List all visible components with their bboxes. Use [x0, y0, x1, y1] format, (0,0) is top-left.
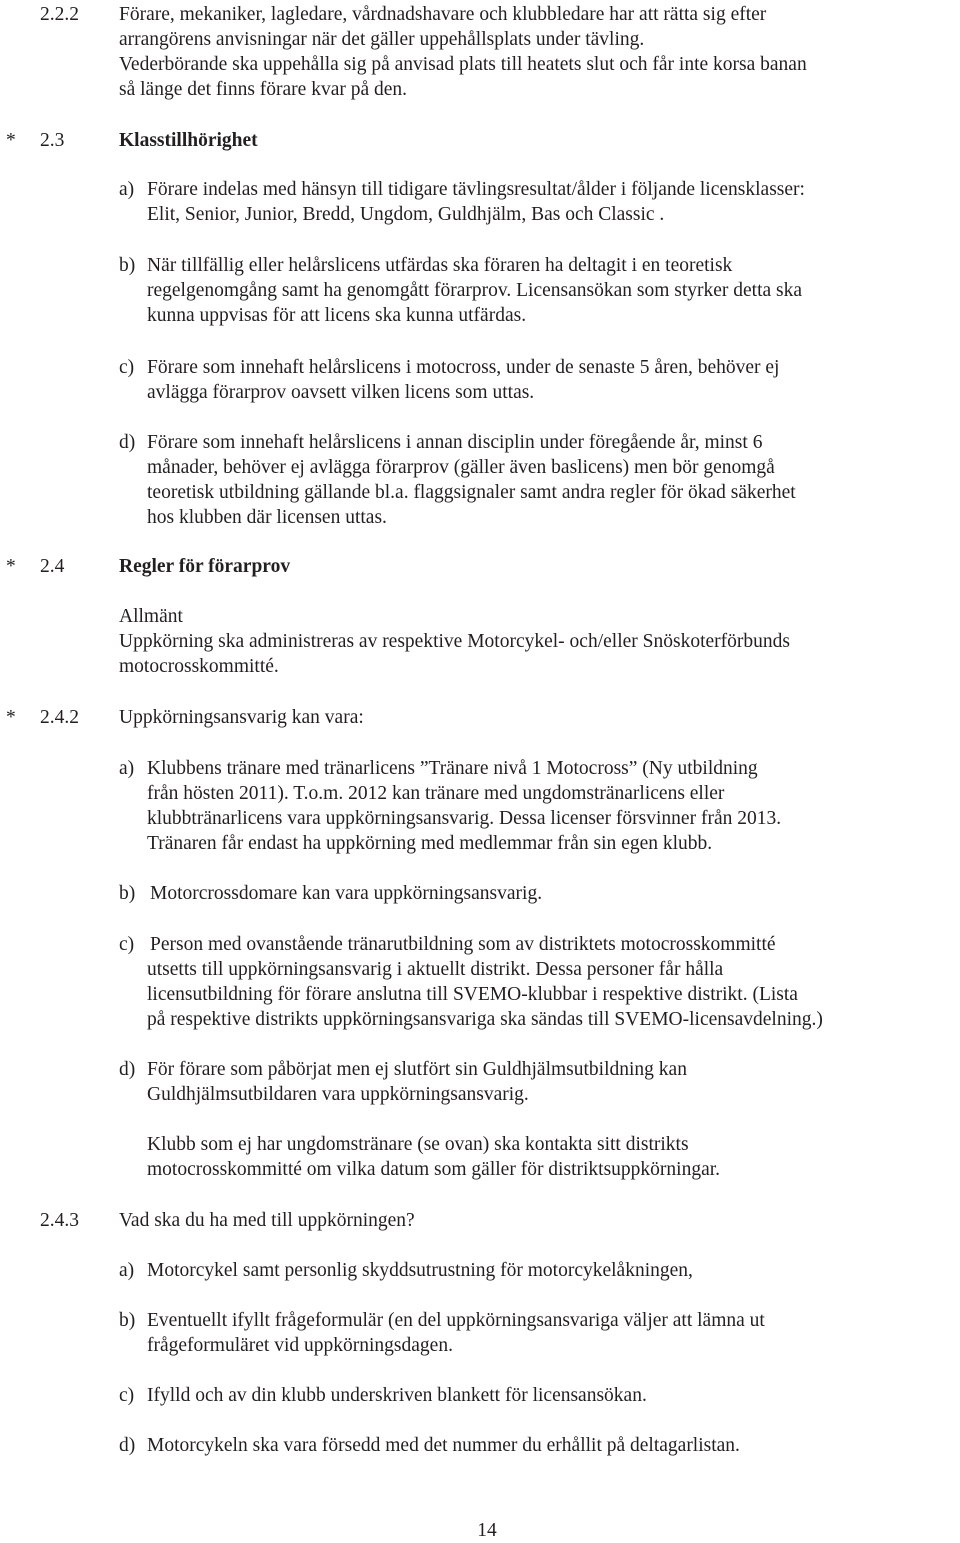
- text-line: licensutbildning för förare anslutna till SVEMO-klubbar i respektive distrikt. (Lista: [147, 984, 798, 1005]
- item-label: a): [119, 1260, 135, 1281]
- text-line: När tillfällig eller helårslicens utfärdas ska föraren ha deltagit i en teoretisk: [147, 255, 733, 276]
- item-label: a): [119, 179, 135, 200]
- text-line: Klubbens tränare med tränarlicens ”Tränare nivå 1 Motocross” (Ny utbildning: [147, 758, 758, 779]
- section-number: 2.3: [40, 130, 65, 151]
- item-label: a): [119, 758, 135, 779]
- text-line: Elit, Senior, Junior, Bredd, Ungdom, Guldhjälm, Bas och Classic .: [147, 204, 665, 225]
- item-label: c): [119, 934, 135, 955]
- text-line: på respektive distrikts uppkörningsansvariga ska sändas till SVEMO-licensavdelning.): [147, 1009, 823, 1030]
- text-line: månader, behöver ej avlägga förarprov (gäller även baslicens) men bör genomgå: [147, 457, 775, 478]
- text-line: Förare som innehaft helårslicens i motocross, under de senaste 5 åren, behöver ej: [147, 357, 780, 378]
- text-line: Allmänt: [119, 606, 183, 627]
- section-number: 2.4.3: [40, 1210, 79, 1231]
- list-item: [119, 756, 939, 856]
- change-marker: *: [6, 707, 16, 728]
- list-item: [119, 355, 939, 405]
- item-label: d): [119, 432, 136, 453]
- text-line: så länge det finns förare kvar på den.: [119, 79, 408, 100]
- text-line: Guldhjälmsutbildaren vara uppkörningsansvarig.: [147, 1084, 529, 1105]
- text-line: motocrosskommitté.: [119, 656, 279, 677]
- text-line: Motorcykeln ska vara försedd med det nummer du erhållit på deltagarlistan.: [147, 1435, 740, 1456]
- item-label: b): [119, 883, 136, 904]
- list-item: [119, 932, 939, 1032]
- item-label: c): [119, 357, 135, 378]
- list-item: [119, 1308, 939, 1358]
- list-item: [119, 881, 939, 906]
- text-line: regelgenomgång samt ha genomgått förarprov. Licensansökan som styrker detta ska: [147, 280, 803, 301]
- section-text: [119, 2, 939, 102]
- text-line: klubbtränarlicens vara uppkörningsansvarig. Dessa licenser försvinner från 2013.: [147, 808, 782, 829]
- text-line: Motorcrossdomare kan vara uppkörningsansvarig.: [150, 883, 543, 904]
- list-item: [119, 1433, 939, 1458]
- list-item: [119, 177, 939, 227]
- list-item: [119, 430, 939, 530]
- text-line: frågeformuläret vid uppkörningsdagen.: [147, 1335, 453, 1356]
- list-item: [119, 1057, 939, 1107]
- text-line: Tränaren får endast ha uppkörning med medlemmar från sin egen klubb.: [147, 833, 713, 854]
- text-line: Ifylld och av din klubb underskriven blankett för licensansökan.: [147, 1385, 647, 1406]
- list-item: [119, 253, 939, 328]
- section-number: 2.4.2: [40, 707, 79, 728]
- list-item: [119, 1258, 939, 1283]
- section-number: 2.4: [40, 556, 65, 577]
- page-number: 14: [477, 1520, 497, 1541]
- section-title: Klasstillhörighet: [119, 130, 258, 151]
- text-line: Förare indelas med hänsyn till tidigare tävlingsresultat/ålder i följande licensklasser:: [147, 179, 805, 200]
- text-line: utsetts till uppkörningsansvarig i aktuellt distrikt. Dessa personer får hålla: [147, 959, 724, 980]
- change-marker: *: [6, 130, 16, 151]
- text-line: Klubb som ej har ungdomstränare (se ovan) ska kontakta sitt distrikts: [147, 1134, 689, 1155]
- section-title: Uppkörningsansvarig kan vara:: [119, 707, 364, 728]
- text-line: arrangörens anvisningar när det gäller uppehållsplats under tävling.: [119, 29, 645, 50]
- item-label: b): [119, 1310, 136, 1331]
- text-line: Uppkörning ska administreras av respektive Motorcykel- och/eller Snöskoterförbunds: [119, 631, 790, 652]
- item-label: b): [119, 255, 136, 276]
- item-label: d): [119, 1059, 136, 1080]
- text-line: Vederbörande ska uppehålla sig på anvisad plats till heatets slut och får inte korsa banan: [119, 54, 807, 75]
- section-title: Regler för förarprov: [119, 556, 291, 577]
- text-line: avlägga förarprov oavsett vilken licens som uttas.: [147, 382, 535, 403]
- text-line: kunna uppvisas för att licens ska kunna utfärdas.: [147, 305, 527, 326]
- section-text: [119, 604, 939, 679]
- text-line: Förare, mekaniker, lagledare, vårdnadshavare och klubbledare har att rätta sig efter: [119, 4, 767, 25]
- text-line: teoretisk utbildning gällande bl.a. flaggsignaler samt andra regler för ökad säkerhet: [147, 482, 796, 503]
- list-item: [119, 1383, 939, 1408]
- text-line: Motorcykel samt personlig skyddsutrustning för motorcykelåkningen,: [147, 1260, 693, 1281]
- text-line: Förare som innehaft helårslicens i annan disciplin under föregående år, minst 6: [147, 432, 763, 453]
- item-label: c): [119, 1385, 135, 1406]
- text-line: För förare som påbörjat men ej slutfört sin Guldhjälmsutbildning kan: [147, 1059, 687, 1080]
- section-number: 2.2.2: [40, 4, 79, 25]
- item-label: d): [119, 1435, 136, 1456]
- text-line: hos klubben där licensen uttas.: [147, 507, 387, 528]
- text-line: Eventuellt ifyllt frågeformulär (en del uppkörningsansvariga väljer att lämna ut: [147, 1310, 765, 1331]
- text-line: motocrosskommitté om vilka datum som gäller för distriktsuppkörningar.: [147, 1159, 721, 1180]
- note-text: [147, 1132, 939, 1182]
- change-marker: *: [6, 556, 16, 577]
- text-line: från hösten 2011). T.o.m. 2012 kan tränare med ungdomstränarlicens eller: [147, 783, 725, 804]
- text-line: Person med ovanstående tränarutbildning som av distriktets motocrosskommitté: [150, 934, 776, 955]
- section-title: Vad ska du ha med till uppkörningen?: [119, 1210, 415, 1231]
